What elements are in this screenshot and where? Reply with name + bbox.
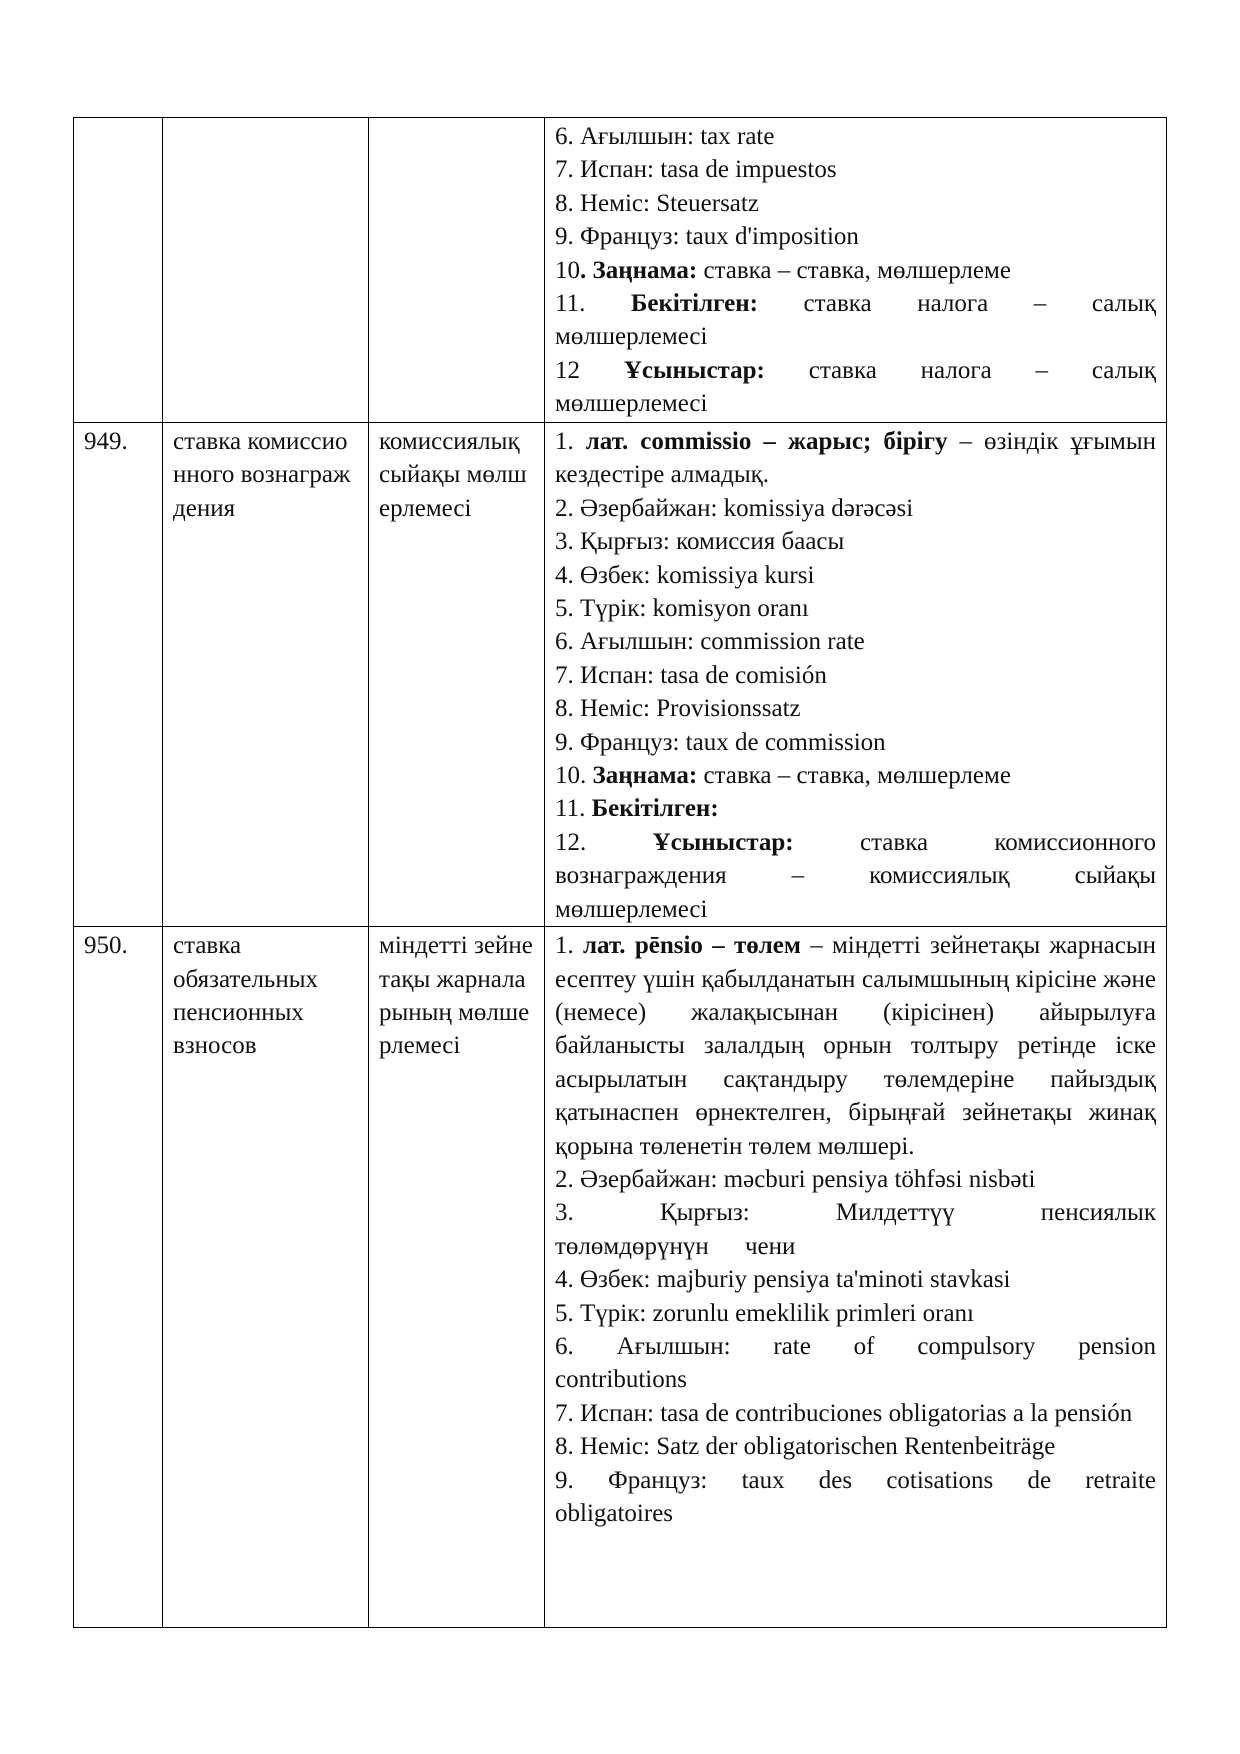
- term-russian: [163, 118, 369, 423]
- term-kazakh: [369, 118, 545, 423]
- desc-line: 6. Ағылшын: tax rate: [555, 123, 775, 150]
- desc-line: 6. Ағылшын: commission rate: [555, 628, 865, 656]
- term-kazakh: комиссиялық сыйақы мөлшерлемесі: [369, 423, 545, 927]
- term-description: [545, 118, 1167, 423]
- term-kazakh: міндетті зейнетақы жарналарының мөлшерлемесі: [369, 927, 545, 1628]
- desc-line: 7. Испан: tasa de contribuciones obligatorias a la pensión: [555, 1399, 1133, 1427]
- desc-line: 9. Француз: taux d'imposition: [555, 223, 859, 251]
- desc-line: 4. Өзбек: majburiy pensiya ta'minoti stavkasi: [555, 1266, 1011, 1294]
- desc-line: 5. Түрік: zorunlu emeklilik primleri oranı: [555, 1299, 974, 1327]
- desc-line: 1. лат. commissio – жарыс; бірігу – өзіндік ұғымын кездестіре алмадық.: [555, 428, 1157, 489]
- desc-line: 3. Қырғыз: комиссия баасы: [555, 528, 845, 556]
- desc-line: 9. Француз: taux de commission: [555, 728, 886, 756]
- table-row: [74, 927, 1167, 1628]
- desc-line: 7. Испан: tasa de comisión: [555, 661, 827, 689]
- entry-number: [74, 118, 163, 423]
- desc-line: 1. лат. pēnsio – төлем – міндетті зейнетақы жарнасын есептеу үшін қабылданатын салымшының кірісіне және (немесе) жалақысынан (кірісінен) айырылуға байланысты залалдың орнын толтыру ретінде іске асырылатын сақтандыру төлемдеріне пайыздық қатынаспен өрнектелген, бірыңғай зейнетақы жинақ қорына төленетін төлем мөлшері.: [555, 932, 1157, 1160]
- entry-number: 950.: [74, 927, 163, 1628]
- desc-line: 10. Заңнама: ставка – ставка, мөлшерлеме: [555, 256, 1011, 284]
- terms-table: [73, 117, 1167, 1628]
- desc-line: 11. Бекітілген: ставка налога – салық мөлшерлемесі: [555, 290, 1157, 351]
- desc-line: 3. Қырғыз: Милдеттүү пенсиялык төлөмдөрүнүн чени: [555, 1199, 1157, 1260]
- desc-line: 12. Ұсыныстар: ставка комиссионного вознаграждения – комиссиялық сыйақы мөлшерлемесі: [555, 828, 1156, 923]
- desc-line: 9. Француз: taux des cotisations de retraite obligatoires: [555, 1466, 1157, 1527]
- table-row: [74, 423, 1167, 927]
- term-russian: ставка обязательных пенсионных взносов: [163, 927, 369, 1628]
- term-description: [545, 927, 1167, 1628]
- desc-line: 5. Түрік: komisyon oranı: [555, 595, 809, 623]
- table-row: [74, 118, 1167, 423]
- desc-line: 6. Ағылшын: rate of compulsory pension contributions: [555, 1332, 1156, 1394]
- desc-line: 10. Заңнама: ставка – ставка, мөлшерлеме: [555, 762, 1011, 790]
- desc-line: 2. Әзербайжан: məcburi pensiya töhfəsi nisbəti: [555, 1165, 1036, 1193]
- desc-line: 12 Ұсыныстар: ставка налога – салық мөлшерлемесі: [555, 356, 1157, 418]
- desc-line: 8. Неміс: Provisionssatz: [555, 695, 801, 723]
- desc-line: 7. Испан: tasa de impuestos: [555, 156, 837, 184]
- desc-line: 8. Неміс: Steuersatz: [555, 189, 759, 217]
- term-description: [545, 423, 1167, 927]
- desc-line: 11. Бекітілген:: [555, 795, 719, 823]
- entry-number: 949.: [74, 423, 163, 927]
- desc-line: 2. Әзербайжан: komissiya dərəcəsi: [555, 494, 914, 522]
- desc-line: 4. Өзбек: komissiya kursi: [555, 561, 815, 589]
- term-russian: ставка комиссионного вознаграждения: [163, 423, 369, 927]
- desc-line: 8. Неміс: Satz der obligatorischen Rentenbeiträge: [555, 1433, 1056, 1461]
